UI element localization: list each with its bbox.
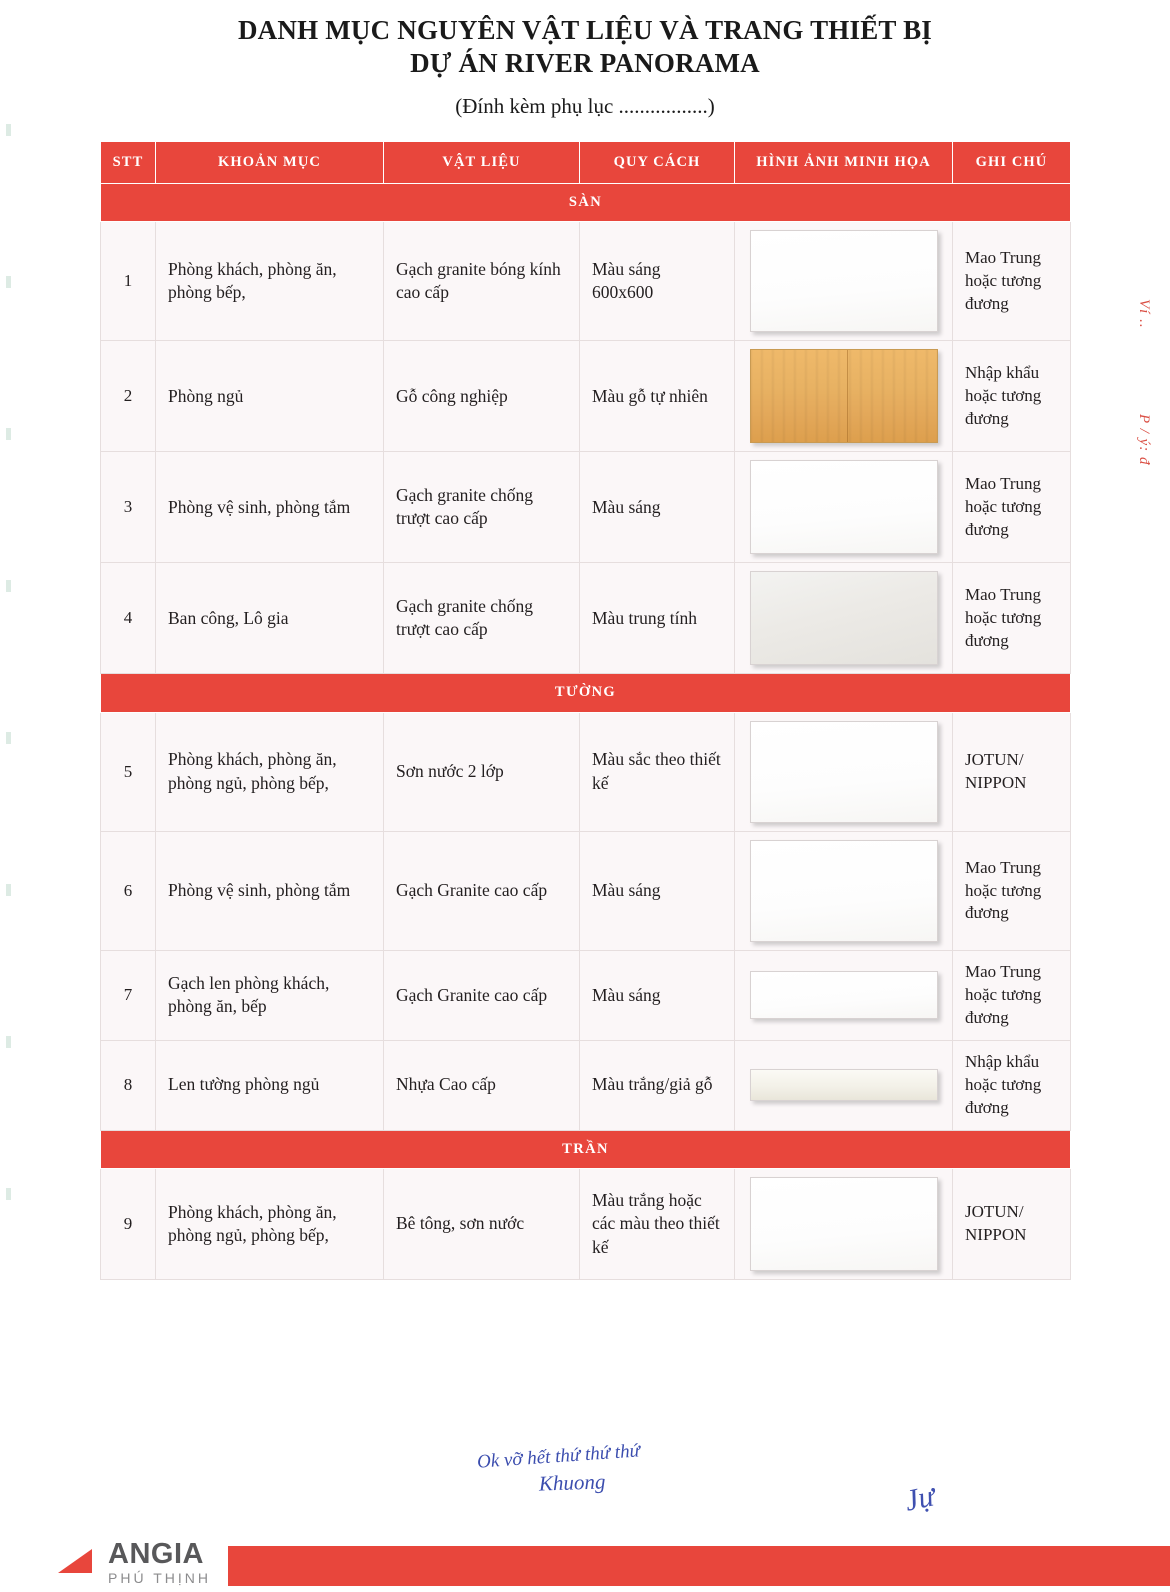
cell-material: Gạch Granite cao cấp [384,951,580,1041]
margin-note-1: Ví .. [1136,299,1152,329]
white-skirting-tile-swatch [750,971,938,1019]
cell-stt: 5 [101,713,156,832]
cell-item: Phòng khách, phòng ăn, phòng ngủ, phòng bếp, [156,1169,384,1280]
margin-note-2: P / ý: đ [1136,414,1152,466]
table-row [101,1169,1071,1280]
cell-spec: Màu sáng [580,951,735,1041]
page-subtitle: (Đính kèm phụ lục .................) [455,93,715,118]
cell-note: Nhập khẩu hoặc tương đương [953,1040,1071,1130]
white-paint-swatch [750,721,938,823]
table-row [101,951,1071,1041]
section-header-tran [101,1130,1071,1169]
cell-item: Phòng khách, phòng ăn, phòng bếp, [156,222,384,341]
cell-stt: 4 [101,563,156,674]
table-row [101,1040,1071,1130]
column-header-stt: STT [101,141,156,183]
column-header-spec: QUY CÁCH [580,141,735,183]
cell-stt: 1 [101,222,156,341]
column-header-material: VẬT LIỆU [384,141,580,183]
wood-plank-swatch [750,349,938,443]
white-matte-tile-swatch [750,460,938,554]
page-footer [0,1530,1170,1592]
cell-material: Sơn nước 2 lớp [384,713,580,832]
cell-stt: 2 [101,341,156,452]
table-row [101,341,1071,452]
cell-material: Gạch granite bóng kính cao cấp [384,222,580,341]
cell-item: Phòng khách, phòng ăn, phòng ngủ, phòng bếp, [156,713,384,832]
cell-note: Mao Trung hoặc tương đương [953,222,1071,341]
company-logo [58,1540,211,1585]
cell-material: Bê tông, sơn nước [384,1169,580,1280]
cell-stt: 9 [101,1169,156,1280]
cell-spec: Màu trắng hoặc các màu theo thiết kế [580,1169,735,1280]
section-header-san [101,183,1071,222]
title-line-1: DANH MỤC NGUYÊN VẬT LIỆU VÀ TRANG THIẾT BỊ [237,15,933,45]
signature-right: Jự [901,1479,938,1518]
cell-spec: Màu sáng [580,832,735,951]
cell-spec: Màu trung tính [580,563,735,674]
section-header-tuong [101,674,1071,713]
cell-spec: Màu sáng [580,452,735,563]
column-header-note: GHI CHÚ [953,141,1071,183]
white-plastic-skirting-swatch [750,1069,938,1101]
cell-image [735,341,953,452]
cell-material: Gạch Granite cao cấp [384,832,580,951]
cell-spec: Màu sắc theo thiết kế [580,713,735,832]
title-line-2: DỰ ÁN RIVER PANORAMA [410,47,760,78]
table-row [101,563,1071,674]
column-header-image: HÌNH ẢNH MINH HỌA [735,141,953,183]
section-title: TRẦN [101,1130,1071,1169]
logo-text [108,1540,211,1585]
angia-triangle-icon [58,1549,100,1577]
scan-artifacts [6,124,12,1424]
cell-note: Mao Trung hoặc tương đương [953,832,1071,951]
white-glossy-tile-swatch [750,230,938,332]
cell-image [735,951,953,1041]
footer-accent-bar [228,1546,1170,1586]
table-header-row [101,141,1071,183]
table-head [101,141,1071,183]
table-row [101,222,1071,341]
cell-spec: Màu gỗ tự nhiên [580,341,735,452]
materials-table [100,141,1071,1280]
cell-note: Mao Trung hoặc tương đương [953,951,1071,1041]
cell-note: Nhập khẩu hoặc tương đương [953,341,1071,452]
cell-image [735,832,953,951]
cell-item: Len tường phòng ngủ [156,1040,384,1130]
cell-image [735,1040,953,1130]
cell-stt: 7 [101,951,156,1041]
section-title: TƯỜNG [101,674,1071,713]
handwritten-note [476,1440,642,1502]
cell-item: Ban công, Lô gia [156,563,384,674]
cell-image [735,222,953,341]
materials-table-container [100,141,1070,1280]
table-row [101,832,1071,951]
cell-item: Phòng ngủ [156,341,384,452]
cell-image [735,452,953,563]
table-row [101,713,1071,832]
cell-image [735,1169,953,1280]
cell-note: Mao Trung hoặc tương đương [953,452,1071,563]
cell-note: JOTUN/ NIPPON [953,713,1071,832]
page-title [40,14,1130,80]
cell-item: Phòng vệ sinh, phòng tắm [156,452,384,563]
table-row [101,452,1071,563]
cell-material: Gỗ công nghiệp [384,341,580,452]
cell-material: Nhựa Cao cấp [384,1040,580,1130]
column-header-item: KHOẢN MỤC [156,141,384,183]
cell-item: Phòng vệ sinh, phòng tắm [156,832,384,951]
cell-note: Mao Trung hoặc tương đương [953,563,1071,674]
cell-stt: 6 [101,832,156,951]
logo-sub-text: PHÚ THỊNH [108,1570,211,1586]
cell-spec: Màu sáng 600x600 [580,222,735,341]
cell-item: Gạch len phòng khách, phòng ăn, bếp [156,951,384,1041]
white-tile-swatch [750,840,938,942]
table-body [101,183,1071,1279]
logo-main-text: ANGIA [108,1538,204,1570]
handwritten-signature: Khuong [538,1469,606,1496]
cell-note: JOTUN/ NIPPON [953,1169,1071,1280]
cell-material: Gạch granite chống trượt cao cấp [384,452,580,563]
cell-image [735,713,953,832]
cell-spec: Màu trắng/giả gỗ [580,1040,735,1130]
section-title: SÀN [101,183,1071,222]
handwritten-line-1: Ok vỡ hết thứ thứ thứ [476,1440,641,1473]
cell-stt: 3 [101,452,156,563]
cell-material: Gạch granite chống trượt cao cấp [384,563,580,674]
cell-image [735,563,953,674]
white-ceiling-paint-swatch [750,1177,938,1271]
cell-stt: 8 [101,1040,156,1130]
grey-tile-swatch [750,571,938,665]
